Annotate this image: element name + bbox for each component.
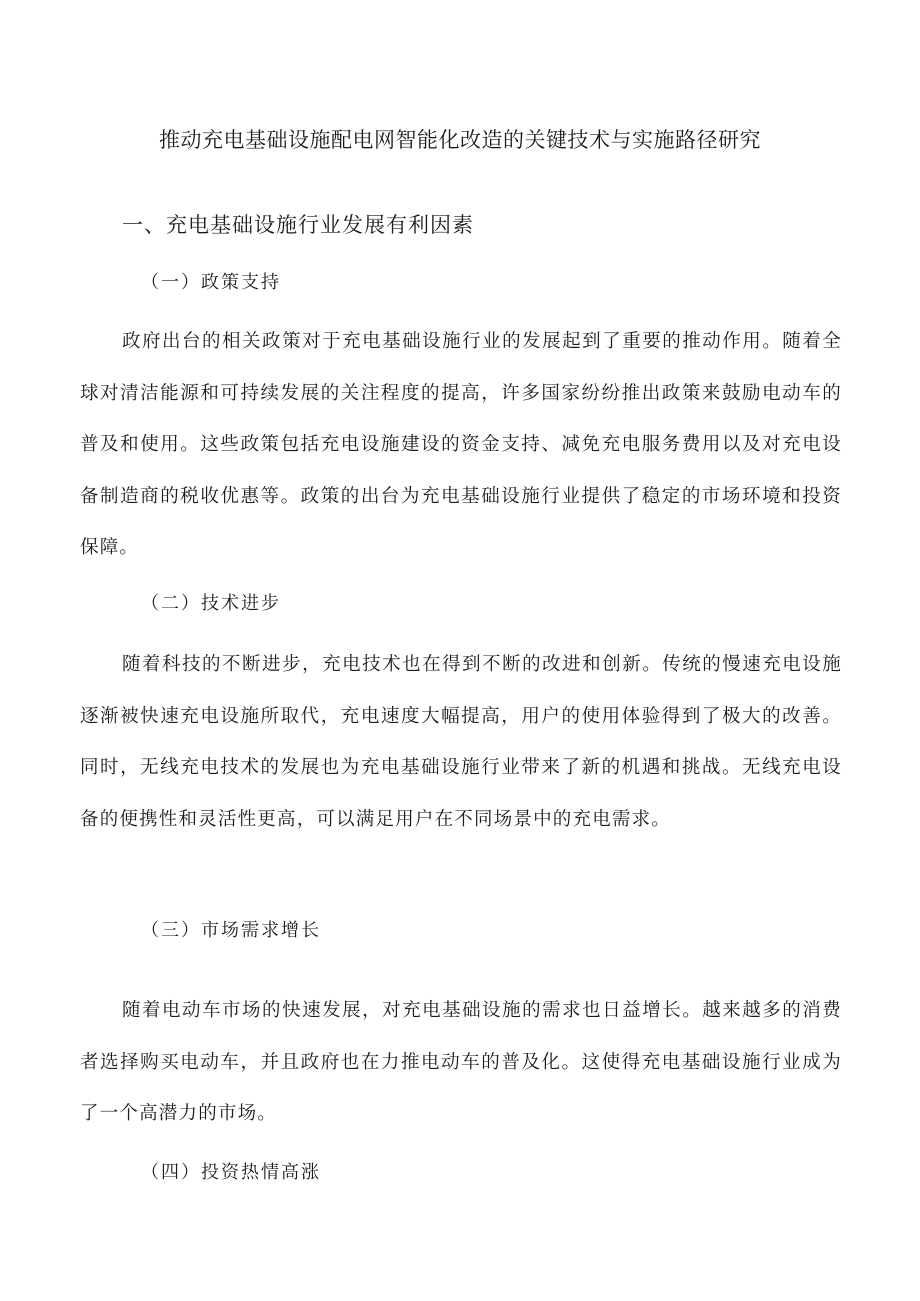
- sub-heading-tech-progress: （二）技术进步: [141, 593, 281, 614]
- paragraph-policy-support: 政府出台的相关政策对于充电基础设施行业的发展起到了重要的推动作用。随着全球对清洁能源和可持续发展的关注程度的提高，许多国家纷纷推出政策来鼓励电动车的普及和使用。这些政策包括充电设施建设的资金支持、减免充电服务费用以及对充电设备制造商的税收优惠等。政策的出台为充电基础设施行业提供了稳定的市场环境和投资保障。: [80, 331, 842, 558]
- sub-heading-market-demand: （三）市场需求增长: [141, 920, 321, 941]
- section-heading-1: 一、充电基础设施行业发展有利因素: [122, 213, 474, 237]
- document-title: 推动充电基础设施配电网智能化改造的关键技术与实施路径研究: [159, 128, 761, 152]
- paragraph-market-demand: 随着电动车市场的快速发展，对充电基础设施的需求也日益增长。越来越多的消费者选择购买电动车，并且政府也在力推电动车的普及化。这使得充电基础设施行业成为了一个高潜力的市场。: [80, 1000, 842, 1124]
- sub-heading-policy-support: （一）政策支持: [141, 272, 281, 293]
- paragraph-tech-progress: 随着科技的不断进步，充电技术也在得到不断的改进和创新。传统的慢速充电设施逐渐被快速充电设施所取代，充电速度大幅提高，用户的使用体验得到了极大的改善。同时，无线充电技术的发展也为充电基础设施行业带来了新的机遇和挑战。无线充电设备的便携性和灵活性更高，可以满足用户在不同场景中的充电需求。: [80, 654, 842, 830]
- sub-heading-investment-enthusiasm: （四）投资热情高涨: [141, 1162, 321, 1183]
